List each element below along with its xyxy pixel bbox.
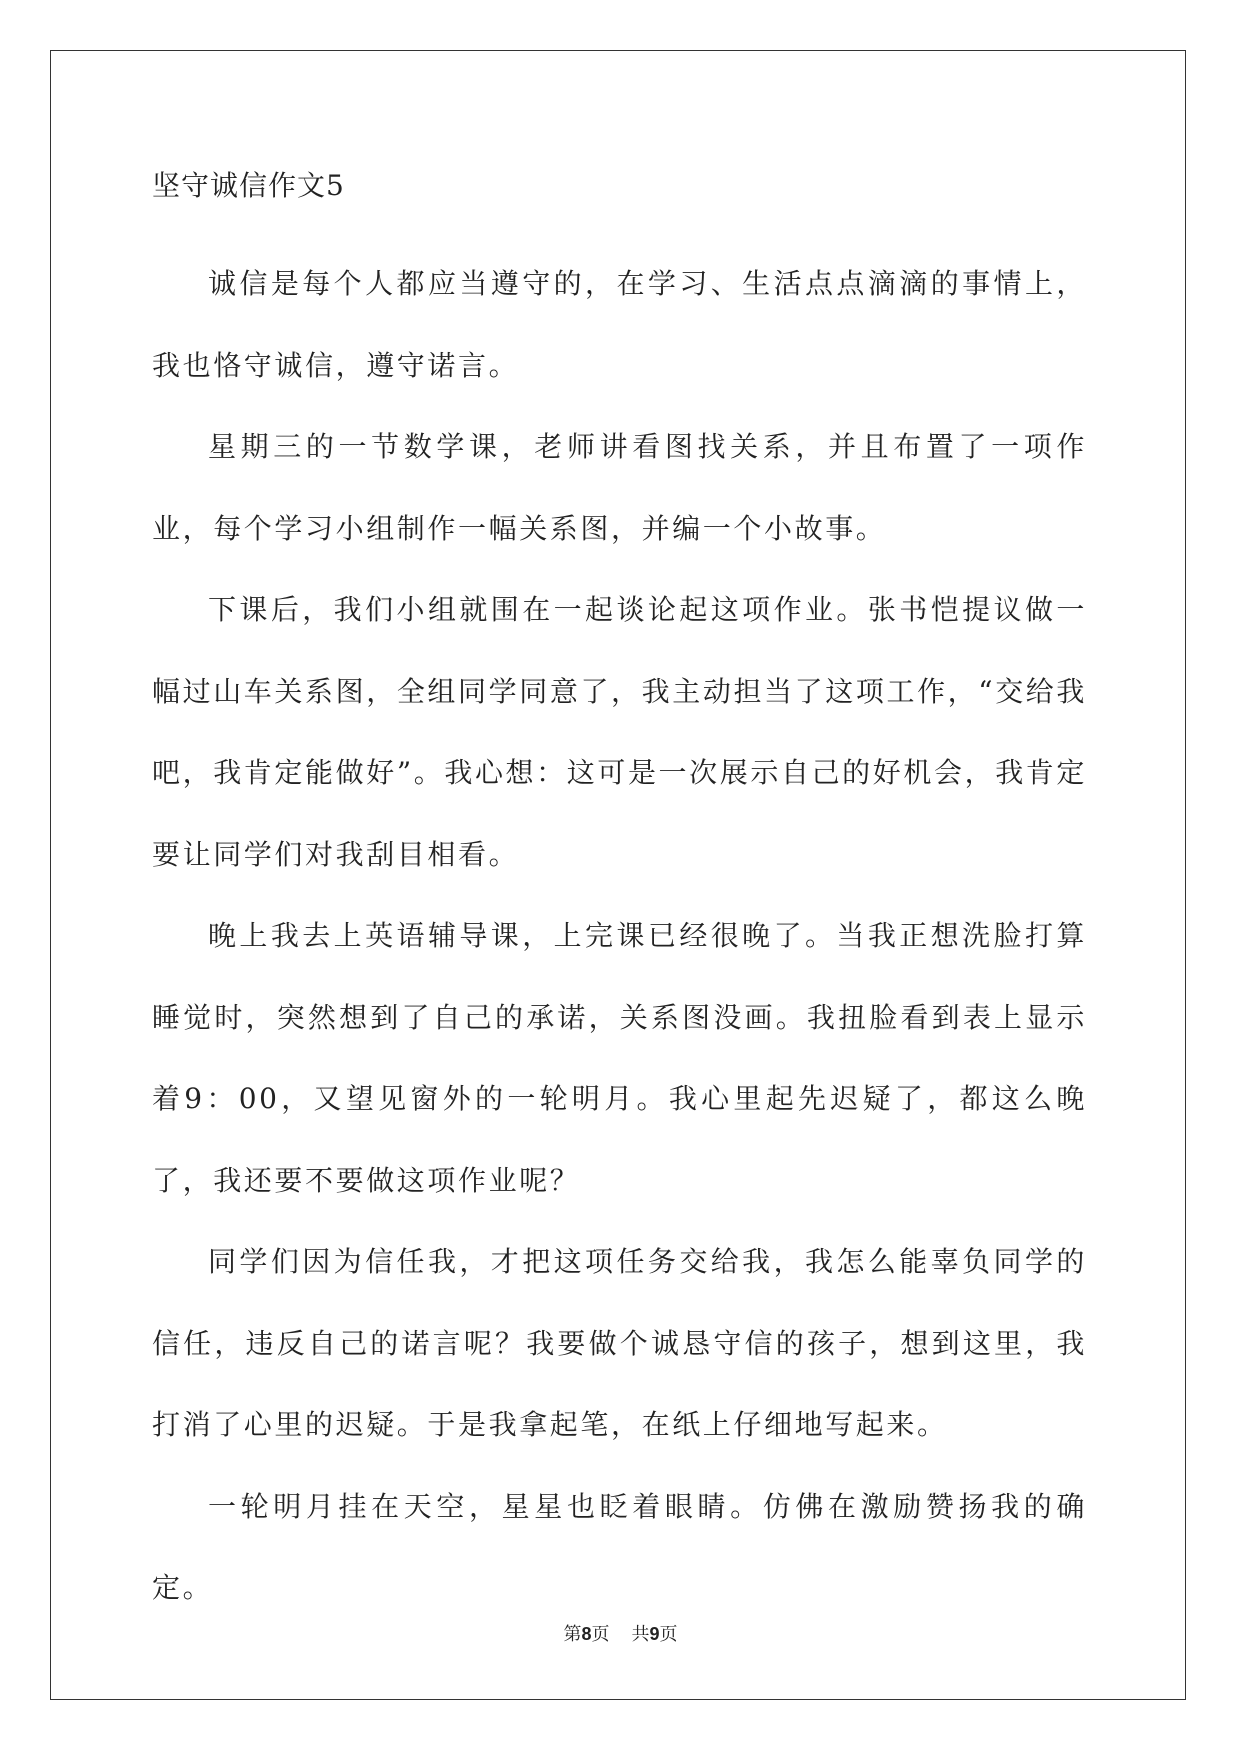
paragraph-3: 下课后，我们小组就围在一起谈论起这项作业。张书恺提议做一幅过山车关系图，全组同学同意了，我主动担当了这项工作，“交给我吧，我肯定能做好”。我心想：这可是一次展示自己的好机会，我肯定要让同学们对我刮目相看。 xyxy=(152,593,1087,871)
total-prefix: 共 xyxy=(631,1624,650,1645)
paragraph-1: 诚信是每个人都应当遵守的，在学习、生活点点滴滴的事情上，我也恪守诚信，遵守诺言。 xyxy=(152,267,1087,382)
paragraph-5: 同学们因为信任我，才把这项任务交给我，我怎么能辜负同学的信任，违反自己的诺言呢？我要做个诚恳守信的孩子，想到这里，我打消了心里的迟疑。于是我拿起笔，在纸上仔细地写起来。 xyxy=(152,1245,1087,1441)
document-body xyxy=(152,166,1087,1629)
page-number: 8 xyxy=(581,1624,592,1644)
paragraph-6: 一轮明月挂在天空，星星也眨着眼睛。仿佛在激励赞扬我的确定。 xyxy=(152,1489,1087,1604)
total-suffix: 页 xyxy=(659,1624,678,1645)
total-pages: 9 xyxy=(649,1624,660,1644)
page-footer xyxy=(0,1620,1241,1646)
paragraph-2: 星期三的一节数学课，老师讲看图找关系，并且布置了一项作业，每个学习小组制作一幅关系图，并编一个小故事。 xyxy=(152,430,1087,545)
page-prefix: 第 xyxy=(563,1624,582,1645)
paragraph-4: 晚上我去上英语辅导课，上完课已经很晚了。当我正想洗脸打算睡觉时，突然想到了自己的承诺，关系图没画。我扭脸看到表上显示着9：00，又望见窗外的一轮明月。我心里起先迟疑了，都这么晚了，我还要不要做这项作业呢？ xyxy=(152,919,1087,1197)
document-title: 坚守诚信作文5 xyxy=(152,169,345,202)
page-suffix: 页 xyxy=(591,1624,610,1645)
